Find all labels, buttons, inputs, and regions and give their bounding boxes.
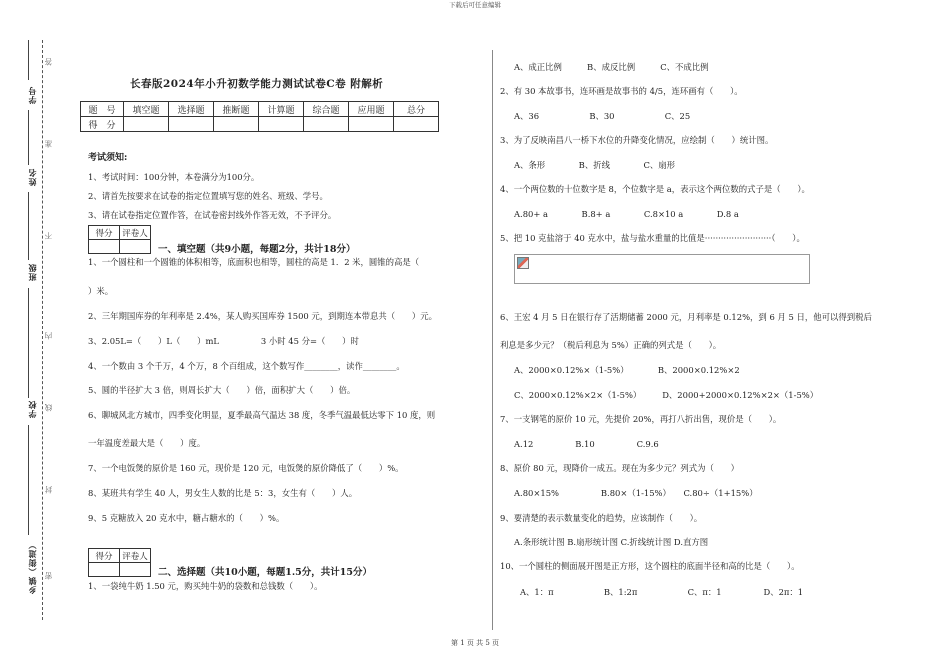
option-line: A、36 B、30 C、25 <box>514 111 691 121</box>
blank-line <box>28 40 29 80</box>
question-line: 1、一个圆柱和一个圆锥的体积相等，底面积也相等，圆柱的高是 1．2 米，圆锥的高是（ <box>88 257 420 267</box>
score-table <box>80 101 439 132</box>
notice-item: 2、请首先按要求在试卷的指定位置填写您的姓名、班级、学号。 <box>88 191 328 201</box>
binding-char: 线 <box>44 404 53 412</box>
option-line: A.80×15% B.80×（1-15%） C.80÷（1+15%） <box>514 488 758 498</box>
option-line: C、2000×0.12%×2×（1-5%） D、2000+2000×0.12%×2×（1-5%） <box>514 390 819 400</box>
question-line: 5、把 10 克盐溶于 40 克水中，盐与盐水重量的比值是·························（ ）。 <box>500 233 805 243</box>
notice-item: 3、请在试卷指定位置作答，在试卷密封线外作答无效，不予评分。 <box>88 210 337 220</box>
score-table-cell: 推断题 <box>214 102 259 117</box>
question-line: 7、一个电饭煲的原价是 160 元，现价是 120 元，电饭煲的原价降低了（ ）%。 <box>88 463 404 473</box>
section2-title: 二、选择题（共10小题，每题1.5分，共计15分） <box>158 567 372 578</box>
notice-item: 1、考试时间：100分钟，本卷满分为100分。 <box>88 172 260 182</box>
question-line: 9、5 克糖放入 20 克水中，糖占糖水的（ ）%。 <box>88 513 285 523</box>
question-line: 9、要清楚的表示数量变化的趋势，应该制作（ ）。 <box>500 513 703 523</box>
option-line: A.条形统计图 B.扇形统计图 C.折线统计图 D.直方图 <box>514 537 709 547</box>
column-divider <box>492 50 493 630</box>
score-table-cell: 题 号 <box>81 102 124 117</box>
question-line: 2、三年期国库券的年利率是 2.4%，某人购买国库券 1500 元，到期连本带息共（ ）元。 <box>88 311 438 321</box>
option-line: A、1：π B、1:2π C、π：1 D、2π：1 <box>520 587 804 597</box>
score-box-label: 得分 <box>89 549 120 563</box>
score-table-cell: 应用题 <box>349 102 394 117</box>
score-input-cell[interactable] <box>394 117 439 132</box>
section1-score-box <box>88 225 151 254</box>
notice-title: 考试须知: <box>88 153 128 163</box>
binding-char: 准 <box>44 140 53 148</box>
score-box-label: 评卷人 <box>120 226 151 240</box>
paper-title: 长春版2024年小升初数学能力测试试卷C卷 附解析 <box>130 78 384 90</box>
question-line: 6、聊城风北方城市，四季变化明显，夏季最高气温达 38 度，冬季气温最低达零下 10 度，则 <box>88 410 436 420</box>
binding-char: 不 <box>44 232 53 240</box>
blank-line <box>28 425 29 535</box>
question-line: 4、一个数由 3 个千万，4 个万，8 个百组成，这个数写作________，读作________。 <box>88 361 405 371</box>
binding-char: 答 <box>44 58 53 66</box>
question-line: 一年温度差最大是（ ）度。 <box>88 438 206 448</box>
class-label: 班级 <box>27 263 37 281</box>
option-line: A.80+ a B.8+ a C.8×10 a D.8 a <box>514 209 739 219</box>
score-table-cell: 总分 <box>394 102 439 117</box>
option-line: A、成正比例 B、成反比例 C、不成比例 <box>514 62 709 72</box>
question-line: 3、2.05L=（ ）L（ ）mL 3 小时 45 分=（ ）时 <box>88 336 359 346</box>
score-input-cell[interactable] <box>124 117 169 132</box>
question-line: 4、一个两位数的十位数字是 8，个位数字是 a，表示这个两位数的式子是（ ）。 <box>500 184 810 194</box>
question-line: 6、王宏 4 月 5 日在银行存了活期储蓄 2000 元，月利率是 0.12%，到 6 月 5 日，他可以得到税后 <box>500 312 872 322</box>
score-box-label: 得分 <box>89 226 120 240</box>
town-label: 乡镇（街道） <box>27 540 37 594</box>
school-label: 学校 <box>27 400 37 418</box>
score-input-cell[interactable] <box>259 117 304 132</box>
score-box-input[interactable] <box>89 563 120 577</box>
score-table-score-row <box>81 117 439 132</box>
option-line: A.12 B.10 C.9.6 <box>514 439 659 449</box>
question-line: 利息是多少元？（税后利息为 5%）正确的列式是（ ）。 <box>500 340 722 350</box>
question-line: 7、一支钢笔的原价 10 元，先提价 20%，再打八折出售，现价是（ ）。 <box>500 414 782 424</box>
score-box-input[interactable] <box>120 563 151 577</box>
binding-char: 密 <box>44 572 53 580</box>
score-box-input[interactable] <box>120 240 151 254</box>
blank-line <box>28 192 29 260</box>
score-table-header-row <box>81 102 439 117</box>
question-line: 5、圆的半径扩大 3 倍，则周长扩大（ ）倍，面积扩大（ ）倍。 <box>88 385 356 395</box>
score-input-cell[interactable] <box>304 117 349 132</box>
option-line: A、条形 B、折线 C、扇形 <box>514 160 675 170</box>
blank-line <box>28 110 29 165</box>
student-id-label: 学号 <box>27 86 37 104</box>
image-icon <box>517 257 529 269</box>
question-line: 1、一袋纯牛奶 1.50 元，购买纯牛奶的袋数和总钱数（ ）。 <box>88 581 323 591</box>
question-line: 3、为了反映南昌八一桥下水位的升降变化情况，应绘制（ ）统计图。 <box>500 135 774 145</box>
section2-score-box <box>88 548 151 577</box>
score-table-cell: 选择题 <box>169 102 214 117</box>
score-table-cell: 填空题 <box>124 102 169 117</box>
score-table-cell: 计算题 <box>259 102 304 117</box>
question-line: 8、某班共有学生 40 人，男女生人数的比是 5：3，女生有（ ）人。 <box>88 488 358 498</box>
question-line: 8、原价 80 元，现降价一成五。现在为多少元？列式为（ ） <box>500 463 740 473</box>
question-line: 2、有 30 本故事书，连环画是故事书的 4/5，连环画有（ ）。 <box>500 86 743 96</box>
section1-title: 一、填空题（共9小题，每题2分，共计18分） <box>158 244 356 255</box>
name-label: 姓名 <box>27 168 37 186</box>
blank-line <box>28 288 29 398</box>
binding-char: 内 <box>44 332 53 340</box>
broken-image-placeholder <box>514 254 810 284</box>
score-table-cell: 综合题 <box>304 102 349 117</box>
score-box-label: 评卷人 <box>120 549 151 563</box>
score-input-cell[interactable] <box>169 117 214 132</box>
binding-dashed-line <box>42 40 43 620</box>
question-line: ）米。 <box>88 286 114 296</box>
page-footer: 第 1 页 共 5 页 <box>450 639 500 647</box>
score-input-cell[interactable] <box>349 117 394 132</box>
binding-char: 封 <box>44 486 53 494</box>
top-note: 下载后可任意编辑 <box>449 1 501 9</box>
question-line: 10、一个圆柱的侧面展开图是正方形，这个圆柱的底面半径和高的比是（ ）。 <box>500 561 800 571</box>
score-table-cell: 得 分 <box>81 117 124 132</box>
score-input-cell[interactable] <box>214 117 259 132</box>
option-line: A、2000×0.12%×（1-5%） B、2000×0.12%×2 <box>514 365 740 375</box>
score-box-input[interactable] <box>89 240 120 254</box>
